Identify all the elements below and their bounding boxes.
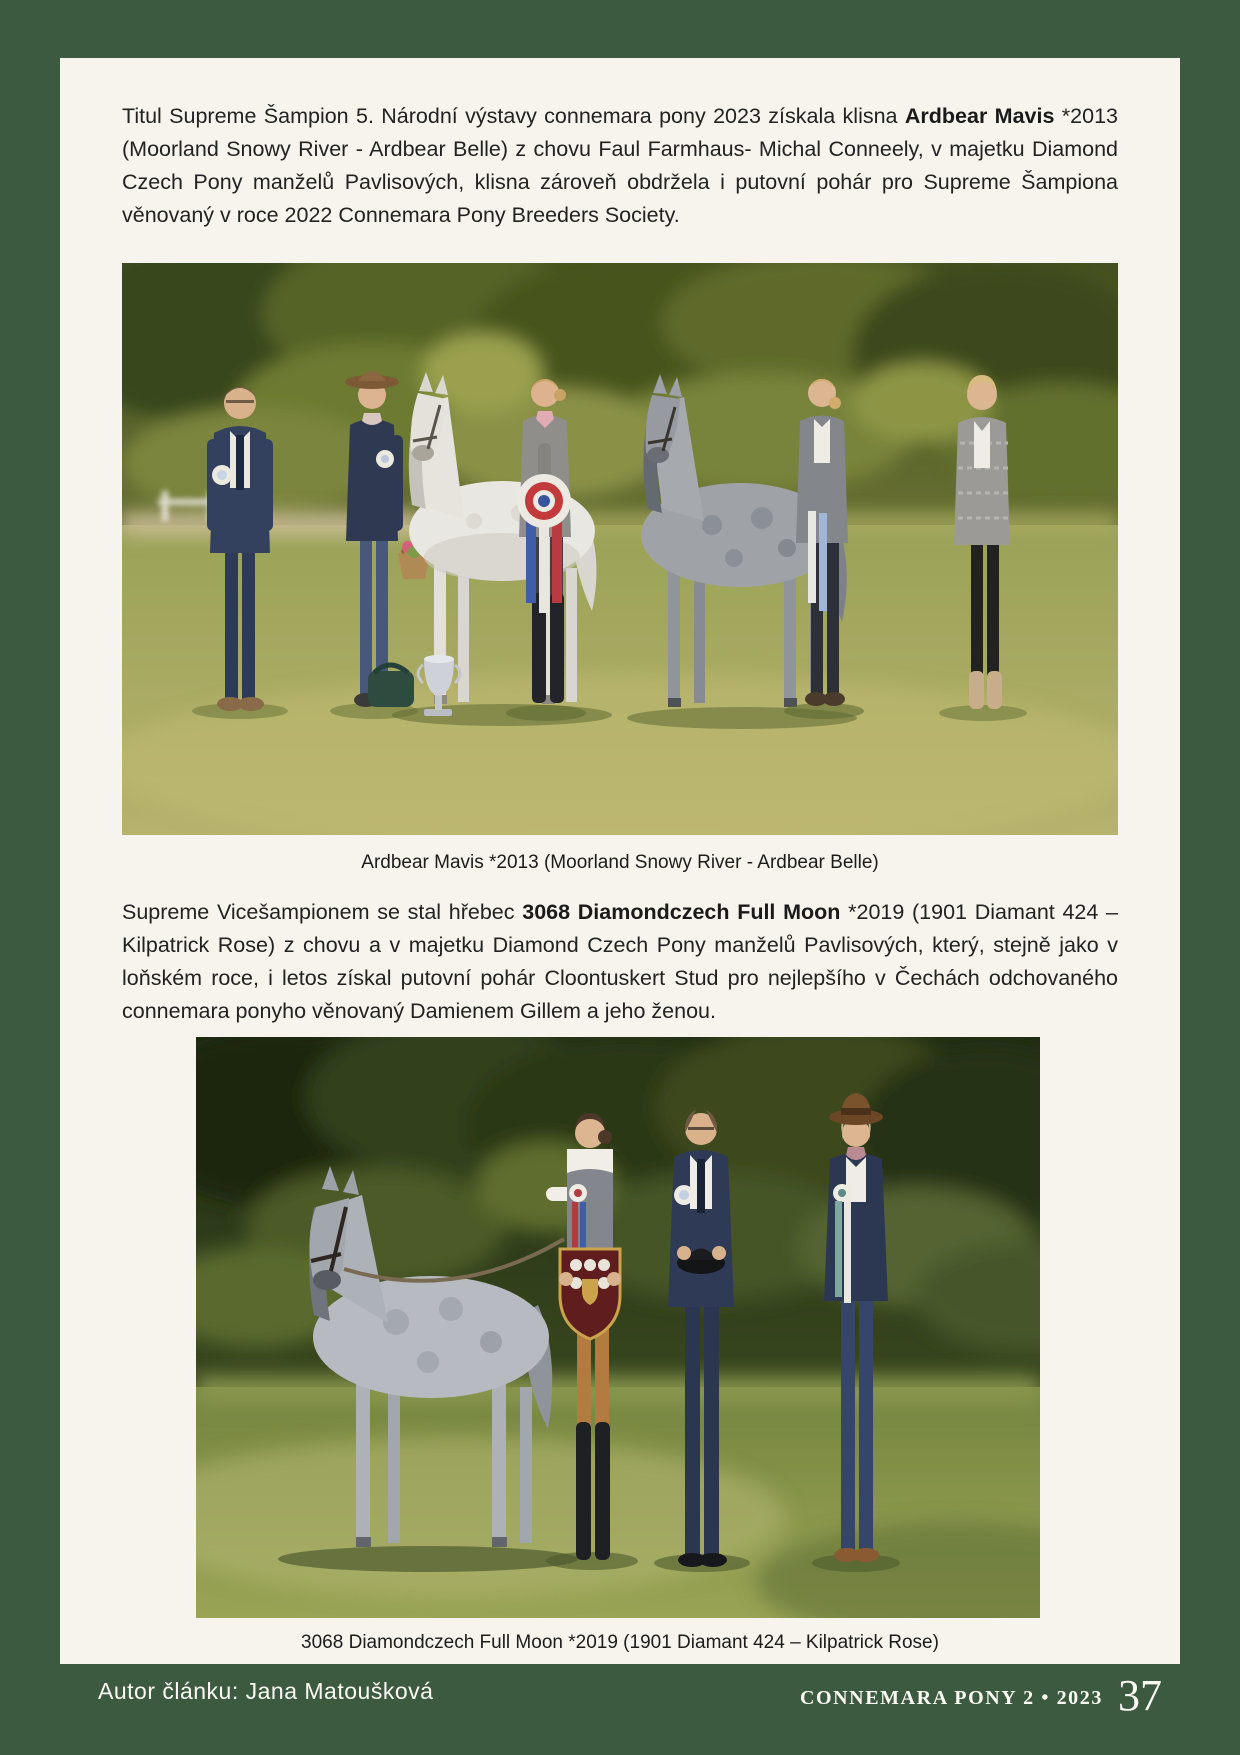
page-paper bbox=[60, 58, 1180, 1664]
paragraph-2-text-rest: *2019 (1901 Diamant 424 – Kilpatrick Rose) z chovu a v majetku Diamond Czech Pony manželů Pavlisových, který, stejně jako v loňském roce, i letos získal putovní pohár Cloontuskert Stud pro nejlepšího v Čechách odchovaného connemara ponyho věnovaný Damienem Gillem a jeho ženou. bbox=[122, 900, 1119, 1023]
page-number: 37 bbox=[1118, 1671, 1162, 1720]
paragraph-2-text: Supreme Vicešampionem se stal hřebec bbox=[122, 900, 523, 924]
paragraph-vice-champion bbox=[122, 896, 1118, 1028]
photo2-illustration bbox=[196, 1037, 1040, 1618]
photo1-illustration bbox=[122, 263, 1118, 835]
horse-name-bold: Ardbear Mavis bbox=[904, 104, 1055, 128]
photo2-caption: 3068 Diamondczech Full Moon *2019 (1901 Diamant 424 – Kilpatrick Rose) bbox=[301, 1632, 939, 1653]
paragraph-1-text-rest: *2013 (Moorland Snowy River - Ardbear Belle) z chovu Faul Farmhaus- Michal Conneely, v majetku Diamond Czech Pony manželů Pavlisových, klisna zároveň obdržela i putovní pohár pro Supreme Šampiona věnovaný v roce 2022 Connemara Pony Breeders Society. bbox=[122, 104, 1118, 227]
paragraph-supreme-champion bbox=[122, 100, 1118, 232]
photo-supreme-champion-group bbox=[122, 263, 1118, 835]
paragraph-1-text: Titul Supreme Šampion 5. Národní výstavy connemara pony 2023 získala klisna bbox=[122, 104, 905, 128]
photo1-caption: Ardbear Mavis *2013 (Moorland Snowy River - Ardbear Belle) bbox=[361, 852, 879, 873]
photo-vice-champion-group bbox=[196, 1037, 1040, 1618]
stallion-name-bold: 3068 Diamondczech Full Moon bbox=[522, 900, 841, 924]
magazine-title: CONNEMARA PONY 2 • 2023 bbox=[799, 1687, 1103, 1709]
article-author: Autor článku: Jana Matoušková bbox=[98, 1678, 434, 1704]
